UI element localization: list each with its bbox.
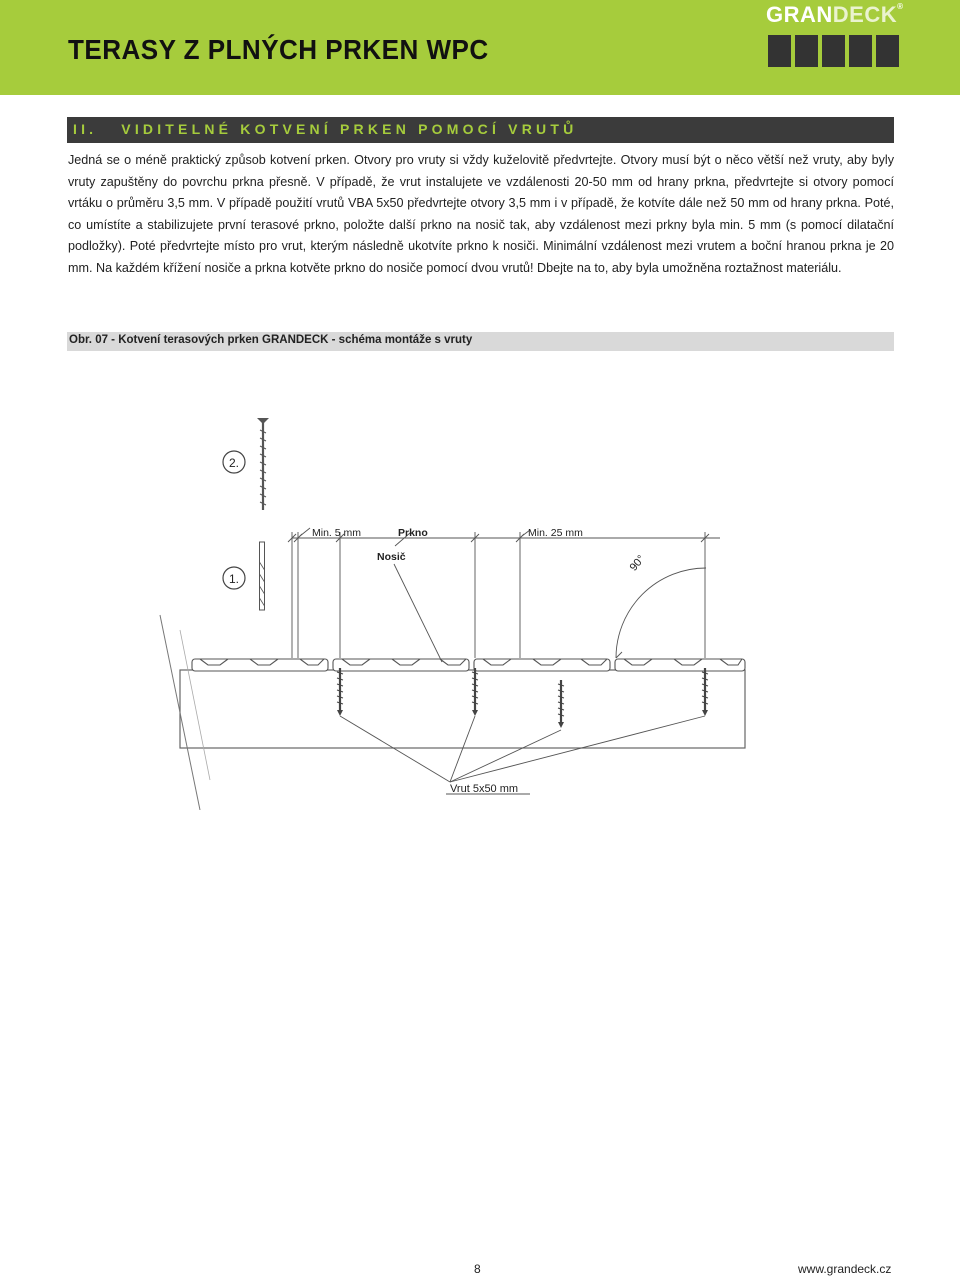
section-number: II.	[73, 121, 98, 137]
page-number: 8	[474, 1262, 481, 1276]
label-screw: Vrut 5x50 mm	[450, 783, 519, 795]
label-angle: 90°	[627, 553, 648, 574]
installation-diagram	[150, 380, 760, 810]
logo-bars-icon	[768, 35, 899, 67]
body-paragraph: Jedná se o méně praktický způsob kotvení prken. Otvory pro vruty si vždy kuželovitě předvrtejte. Otvory musí být o něco větší než vruty, aby byly vruty zapuštěny do povrchu prkna přesně. V případě, že vrut instalujete ve vzdálenosti 20-50 mm od hrany prkna, předvrtejte si otvory pomocí vrtáku o průměru 3,5 mm. V případě použití vrutů VBA 5x50 předvrtejte otvory 3,5 mm i v případě, že kotvíte dále než 50 mm od hrany prkna. Poté, co umístíte a stabilizujete první terasové prkno, položte další prkno na nosič tak, aby vzdálenost mezi prkny byla min. 5 mm (s pomocí dilatační podložky). Poté předvrtejte místo pro vrut, kterým následně ukotvíte prkno k nosiči. Minimální vzdálenost mezi vrutem a boční hranou prkna je 20 mm. Na každém křížení nosiče a prkna kotvěte prkno do nosiče pomocí dvou vrutů! Dbejte na to, aby byla umožněna roztažnost materiálu.	[68, 153, 894, 275]
logo-text-part2: DECK	[832, 2, 898, 27]
registered-mark: ®	[897, 2, 904, 11]
joist	[180, 670, 745, 748]
label-min-5mm: Min. 5 mm	[312, 527, 362, 539]
logo-text-part1: GRAN	[766, 2, 833, 27]
section-header	[67, 117, 894, 143]
figure-caption-bar	[67, 332, 894, 351]
website-link[interactable]: www.grandeck.cz	[798, 1262, 892, 1276]
step-2-label: 2.	[228, 456, 240, 470]
step-1-label: 1.	[228, 572, 240, 586]
label-joist: Nosič	[377, 551, 406, 563]
logo-wordmark	[766, 2, 904, 28]
screw-step2	[257, 418, 269, 510]
deck-boards	[192, 659, 745, 671]
section-title: VIDITELNÉ KOTVENÍ PRKEN POMOCÍ VRUTŮ	[121, 121, 578, 137]
grandeck-logo	[766, 2, 916, 68]
drill-bit	[260, 542, 265, 610]
label-board: Prkno	[398, 527, 428, 539]
section-heading	[73, 121, 577, 137]
label-min-25mm: Min. 25 mm	[528, 527, 583, 539]
figure-caption: Obr. 07 - Kotvení terasových prken GRANDECK - schéma montáže s vruty	[69, 334, 473, 346]
document-title: TERASY Z PLNÝCH PRKEN WPC	[68, 34, 489, 65]
